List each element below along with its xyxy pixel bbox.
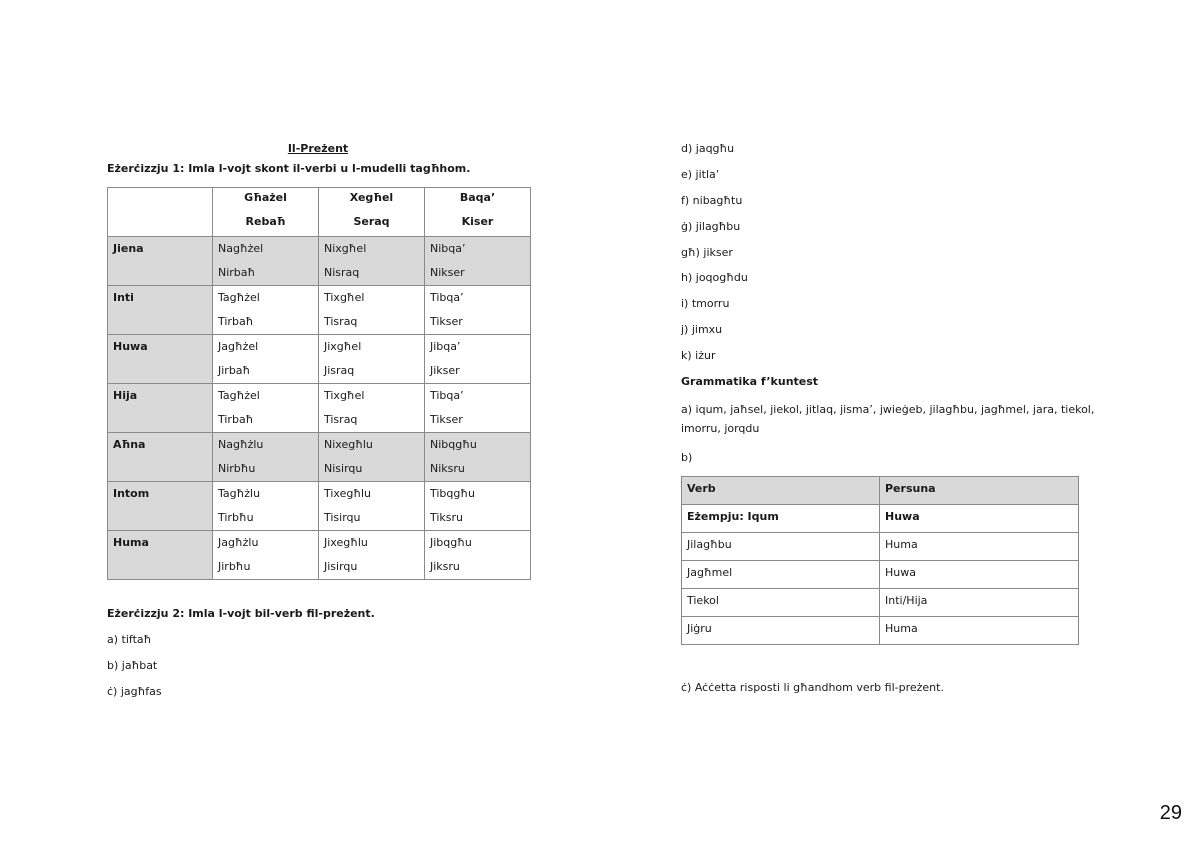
table-cell: Tibqa’ Tikser — [425, 286, 531, 335]
table-cell: Huwa — [880, 561, 1079, 589]
table-cell: Nibqgħu Niksru — [425, 433, 531, 482]
person-cell: Aħna — [108, 433, 213, 482]
table-cell: Jibqa’ Jikser — [425, 335, 531, 384]
table-cell: Jibqgħu Jiksru — [425, 531, 531, 580]
page-number: 29 — [1159, 802, 1182, 824]
table-cell: Nagħżel Nirbaħ — [213, 237, 319, 286]
answer-line: a) tiftaħ — [107, 633, 152, 646]
table-cell: Jagħżel Jirbaħ — [213, 335, 319, 384]
answer-label: b) — [681, 451, 693, 464]
person-cell: Inti — [108, 286, 213, 335]
answer-line: k) iżur — [681, 349, 716, 362]
answer-line: ċ) Aċċetta risposti li għandhom verb fil-preżent. — [681, 681, 944, 694]
exercise-1-instruction: Eżerċizzju 1: Imla l-vojt skont il-verbi u l-mudelli tagħhom. — [107, 162, 471, 175]
person-cell: Hija — [108, 384, 213, 433]
table-cell: Jagħmel — [682, 561, 880, 589]
answer-line: j) jimxu — [681, 323, 723, 336]
answer-line: għ) jikser — [681, 246, 733, 259]
table-cell: Eżempju: Iqum — [682, 505, 880, 533]
table-header-row — [682, 477, 1079, 505]
table-cell: Tagħżel Tirbaħ — [213, 286, 319, 335]
table-cell: Tixgħel Tisraq — [319, 286, 425, 335]
table-row — [682, 561, 1079, 589]
answer-line: imorru, jorqdu — [681, 422, 760, 435]
table-row — [108, 433, 531, 482]
table-row — [108, 482, 531, 531]
table-row — [108, 335, 531, 384]
page-title: Il-Preżent — [287, 142, 349, 155]
table-header-cell: Xegħel Seraq — [319, 188, 425, 237]
answer-line: e) jitla’ — [681, 168, 720, 181]
table-cell: Huma — [880, 617, 1079, 645]
table-cell: Nixgħel Nisraq — [319, 237, 425, 286]
table-cell: Jagħżlu Jirbħu — [213, 531, 319, 580]
table-cell: Nixegħlu Nisirqu — [319, 433, 425, 482]
table-header-row — [108, 188, 531, 237]
answer-line: b) jaħbat — [107, 659, 158, 672]
table-row — [108, 237, 531, 286]
table-row — [682, 589, 1079, 617]
answer-line: ġ) jilagħbu — [681, 220, 741, 233]
table-header-cell: Persuna — [880, 477, 1079, 505]
table-cell: Tibqa’ Tikser — [425, 384, 531, 433]
verb-person-table — [681, 476, 1079, 645]
table-cell: Tibqgħu Tiksru — [425, 482, 531, 531]
table-cell: Tixegħlu Tisirqu — [319, 482, 425, 531]
person-cell: Jiena — [108, 237, 213, 286]
table-row — [108, 531, 531, 580]
table-cell: Huwa — [880, 505, 1079, 533]
exercise-2-instruction: Eżerċizzju 2: Imla l-vojt bil-verb fil-preżent. — [107, 607, 375, 620]
table-row — [108, 286, 531, 335]
answer-line: d) jaqgħu — [681, 142, 735, 155]
table-cell: Nagħżlu Nirbħu — [213, 433, 319, 482]
table-cell: Tiekol — [682, 589, 880, 617]
table-corner-cell — [108, 188, 213, 237]
answer-line: ċ) jagħfas — [107, 685, 162, 698]
table-header-cell: Verb — [682, 477, 880, 505]
table-cell: Nibqa’ Nikser — [425, 237, 531, 286]
table-header-cell: Għażel Rebaħ — [213, 188, 319, 237]
table-cell: Jixegħlu Jisirqu — [319, 531, 425, 580]
table-cell: Jiġru — [682, 617, 880, 645]
grammar-heading: Grammatika f’kuntest — [681, 375, 819, 388]
table-row — [682, 617, 1079, 645]
table-cell: Jilagħbu — [682, 533, 880, 561]
table-cell: Jixgħel Jisraq — [319, 335, 425, 384]
answer-line: a) iqum, jaħsel, jiekol, jitlaq, jisma’, jwieġeb, jilagħbu, jagħmel, jara, tiekol, — [681, 403, 1095, 416]
answer-line: f) nibagħtu — [681, 194, 743, 207]
table-row — [682, 533, 1079, 561]
table-row — [108, 384, 531, 433]
table-cell: Inti/Hija — [880, 589, 1079, 617]
person-cell: Huma — [108, 531, 213, 580]
person-cell: Huwa — [108, 335, 213, 384]
table-cell: Huma — [880, 533, 1079, 561]
table-cell: Tagħżel Tirbaħ — [213, 384, 319, 433]
table-row — [682, 505, 1079, 533]
answer-line: i) tmorru — [681, 297, 730, 310]
person-cell: Intom — [108, 482, 213, 531]
table-cell: Tagħżlu Tirbħu — [213, 482, 319, 531]
table-cell: Tixgħel Tisraq — [319, 384, 425, 433]
answer-line: h) joqogħdu — [681, 271, 748, 284]
conjugation-table — [107, 187, 531, 580]
table-header-cell: Baqa’ Kiser — [425, 188, 531, 237]
